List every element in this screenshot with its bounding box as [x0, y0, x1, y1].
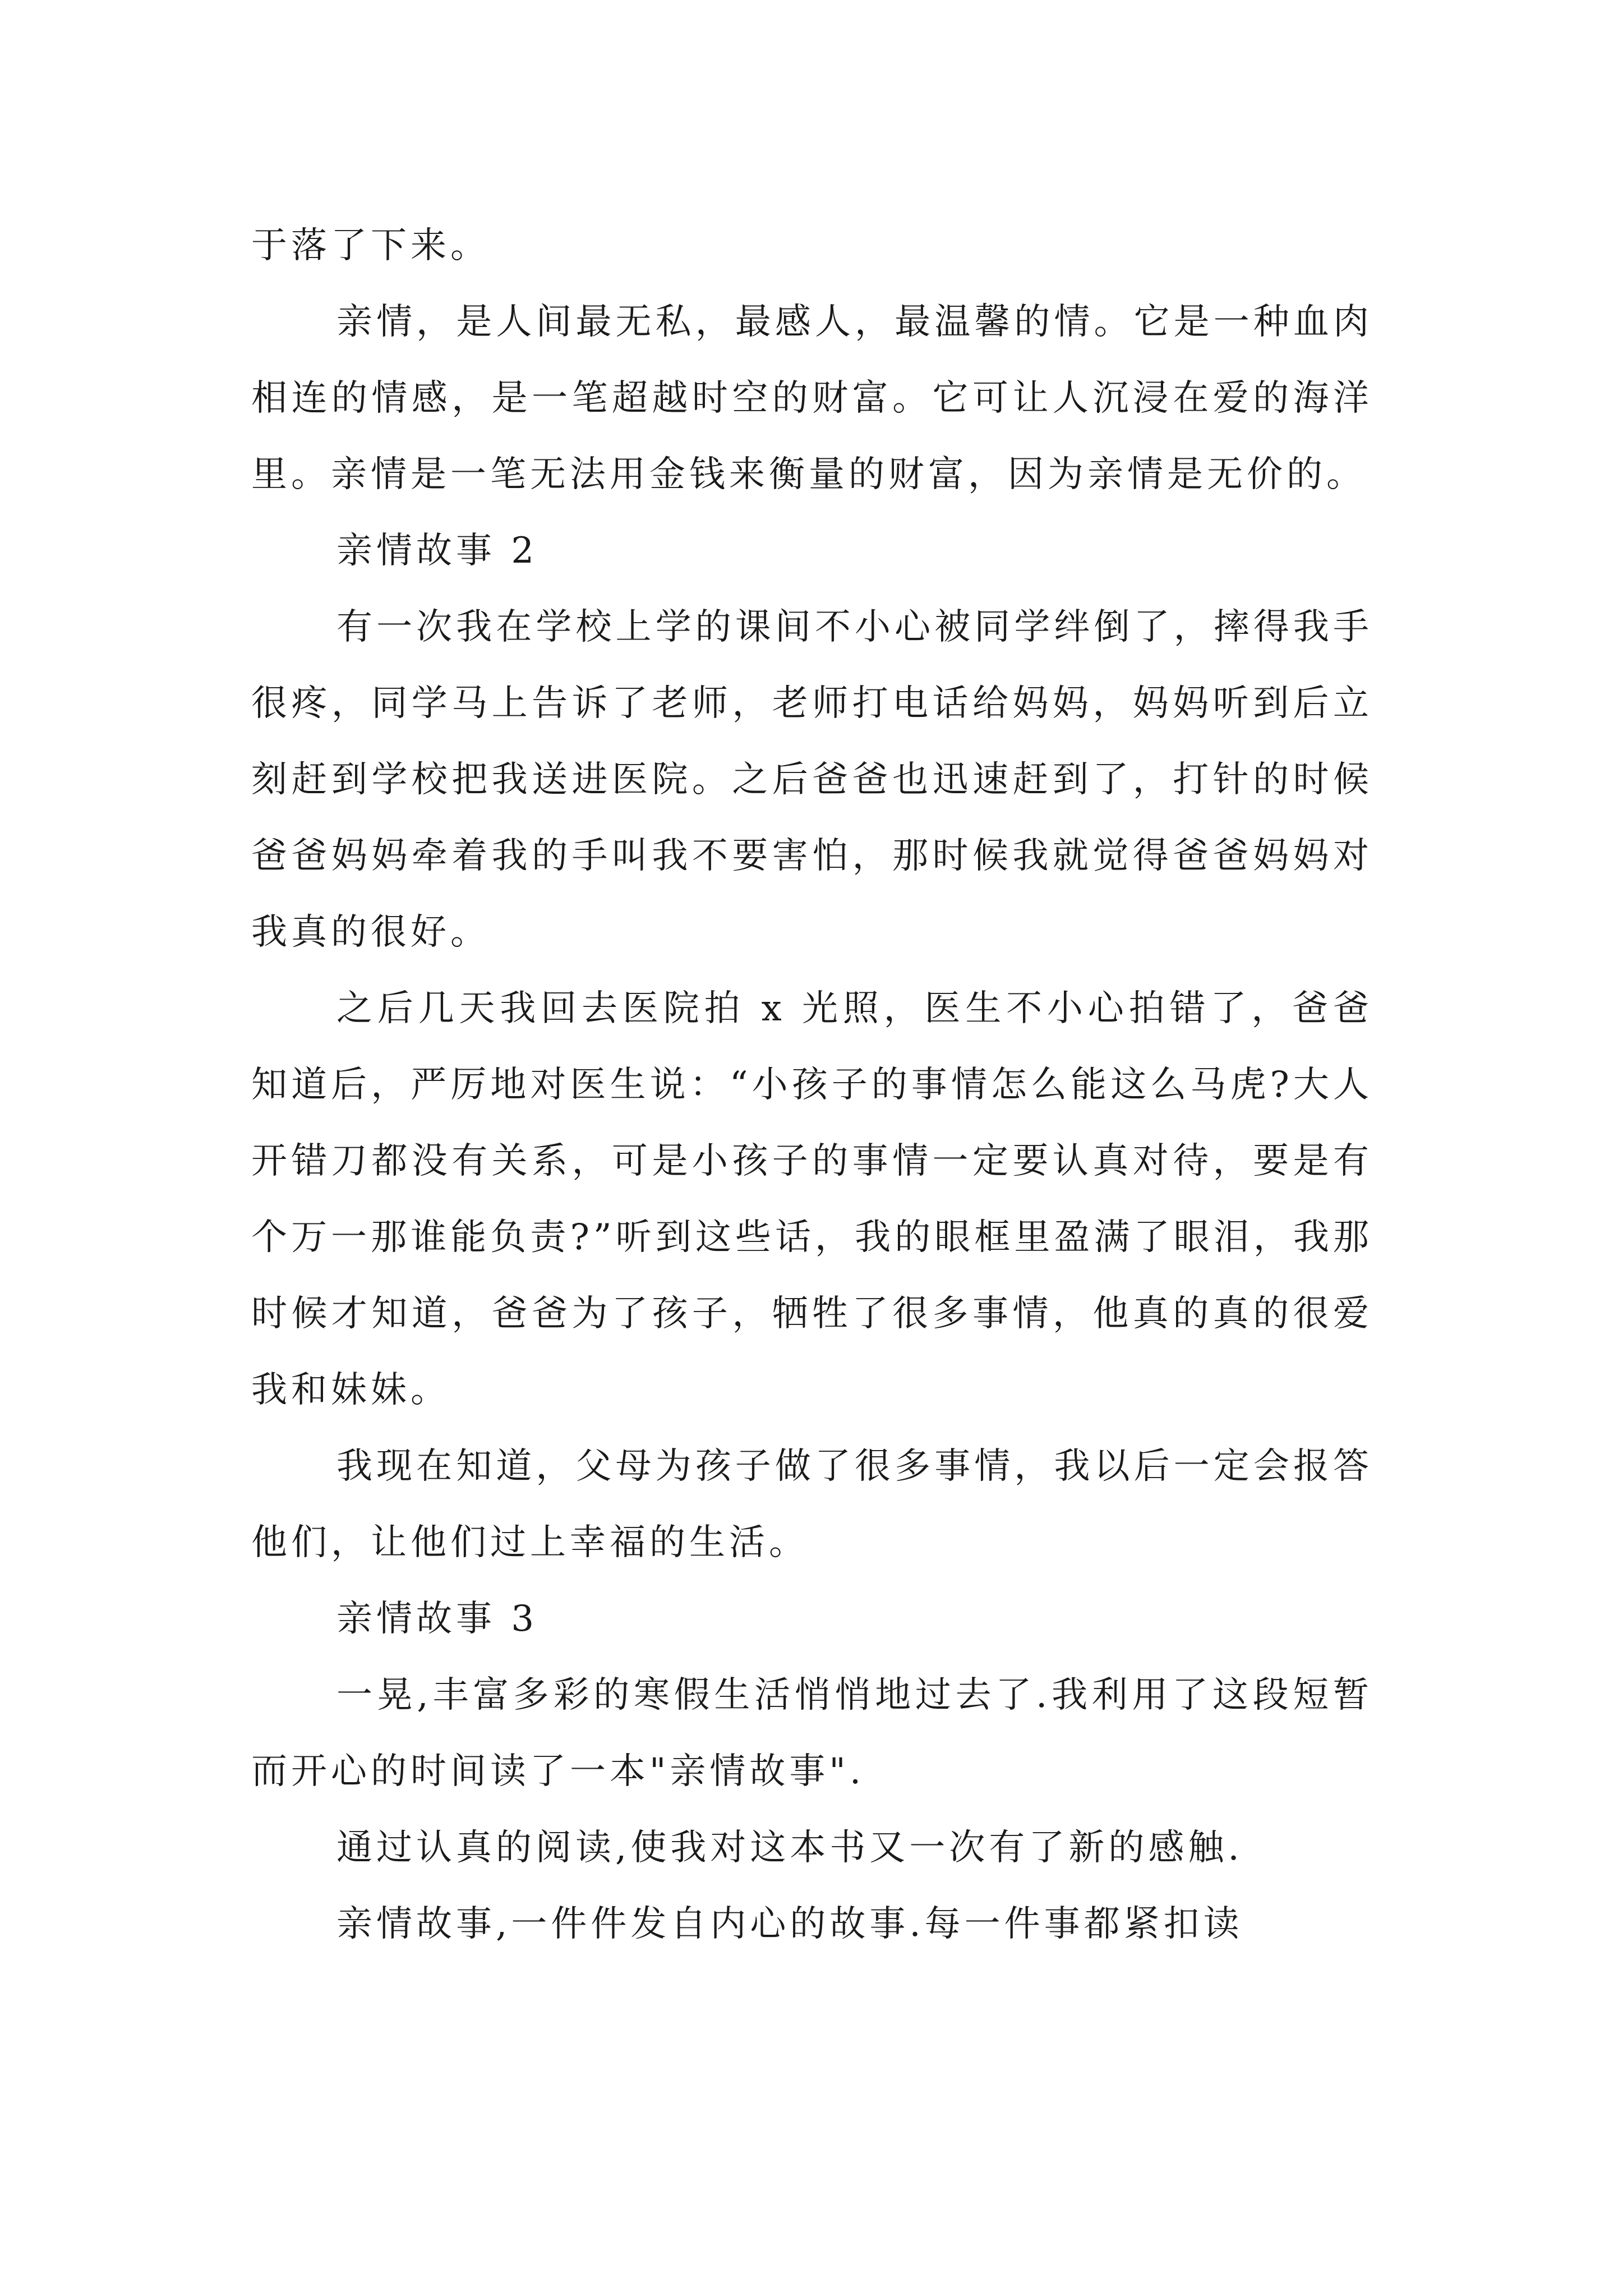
- paragraph-continuation: 于落了下来。: [251, 225, 490, 266]
- story-heading-2: 亲情故事 2: [336, 530, 538, 572]
- paragraph-hospital: 有一次我在学校上学的课间不小心被同学绊倒了，摔得我手很疼，同学马上告诉了老师，老师打电话给妈妈，妈妈听到后立刻赶到学校把我送进医院。之后爸爸也迅速赶到了，打针的时候爸爸妈妈牵着我的手叫我不要害怕，那时候我就觉得爸爸妈妈对我真的很好。: [251, 606, 1373, 953]
- document-body: [251, 208, 1373, 1962]
- paragraph-gratitude: 我现在知道，父母为孩子做了很多事情，我以后一定会报答他们，让他们过上幸福的生活。: [251, 1446, 1373, 1563]
- paragraph-winter-break: 一晃,丰富多彩的寒假生活悄悄地过去了.我利用了这段短暂而开心的时间读了一本"亲情故事".: [251, 1674, 1373, 1792]
- story-heading-3: 亲情故事 3: [336, 1598, 538, 1640]
- paragraph-xray: 之后几天我回去医院拍 x 光照，医生不小心拍错了，爸爸知道后，严厉地对医生说：“小孩子的事情怎么能这么马虎?大人开错刀都没有关系，可是小孩子的事情一定要认真对待，要是有个万一那谁能负责?”听到这些话，我的眼框里盈满了眼泪，我那时候才知道，爸爸为了孩子，牺牲了很多事情，他真的真的很爱我和妹妹。: [251, 988, 1373, 1411]
- paragraph-family-love: 亲情，是人间最无私，最感人，最温馨的情。它是一种血肉相连的情感，是一笔超越时空的财富。它可让人沉浸在爱的海洋里。亲情是一笔无法用金钱来衡量的财富，因为亲情是无价的。: [251, 301, 1373, 495]
- paragraph-reading: 通过认真的阅读,使我对这本书又一次有了新的感触.: [336, 1827, 1243, 1869]
- paragraph-stories: 亲情故事,一件件发自内心的故事.每一件事都紧扣读: [336, 1903, 1243, 1945]
